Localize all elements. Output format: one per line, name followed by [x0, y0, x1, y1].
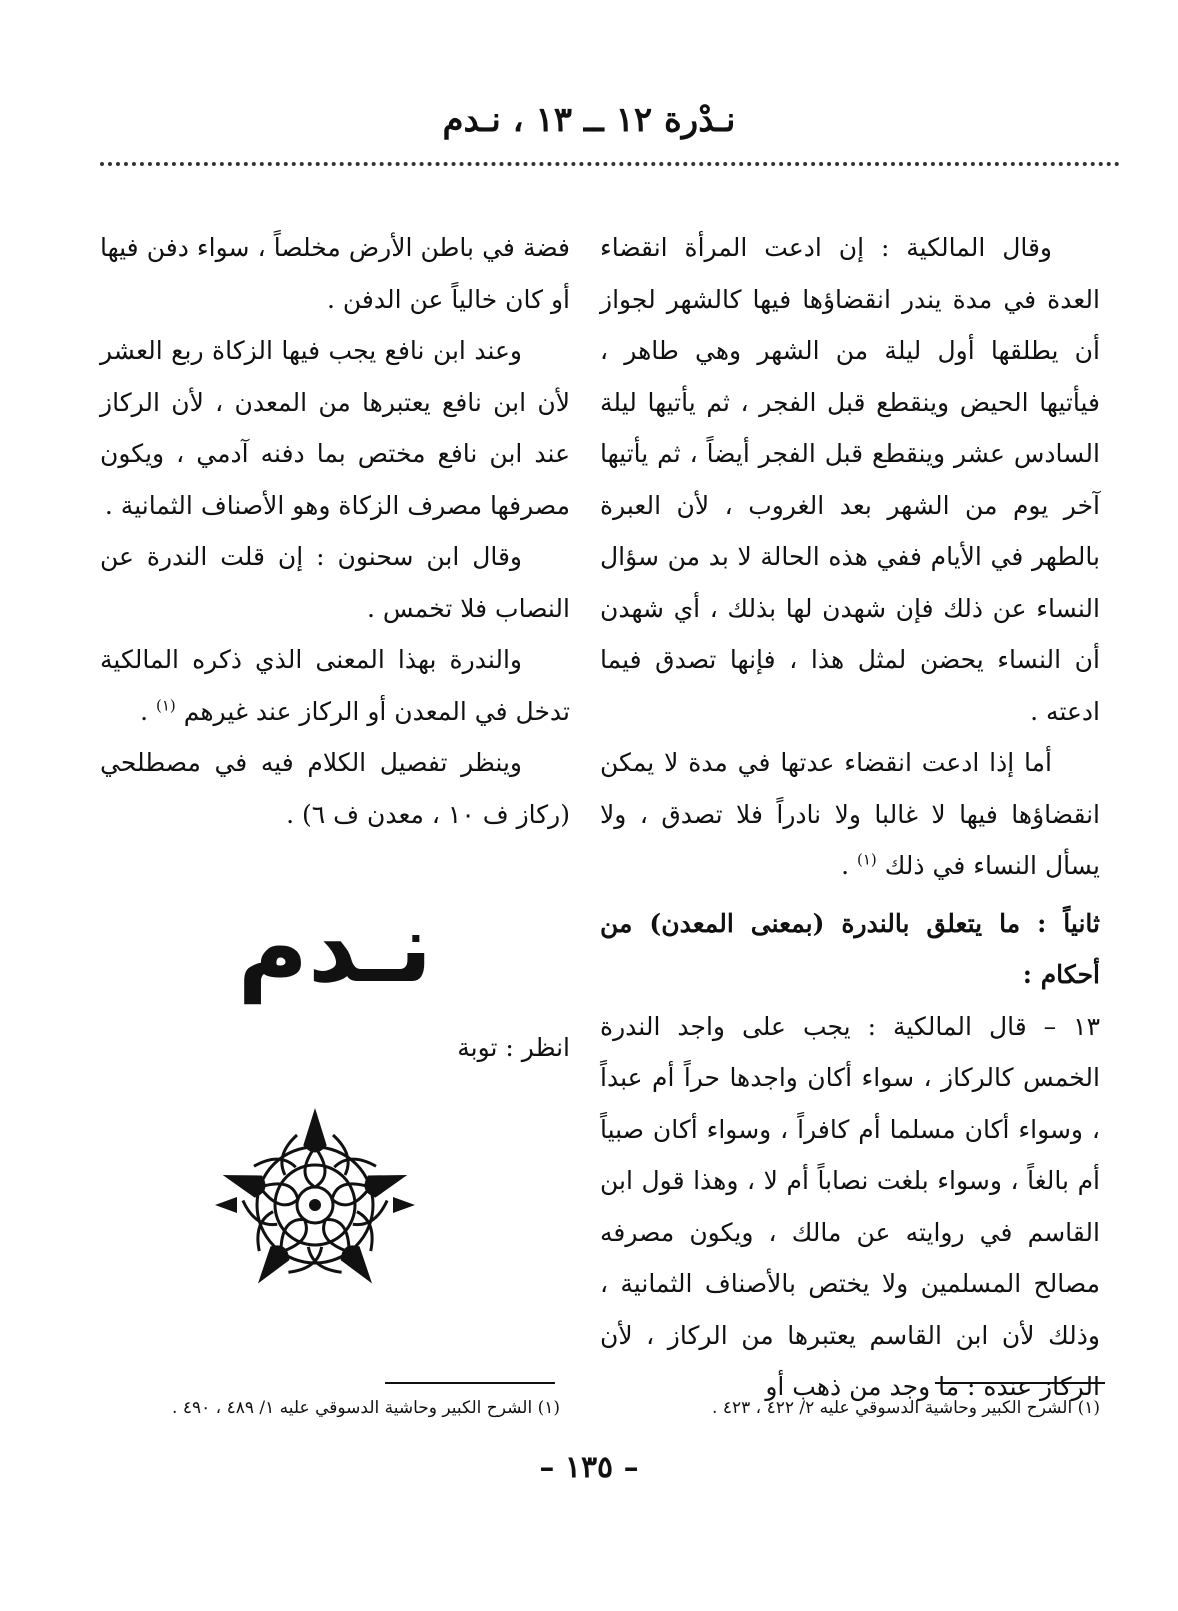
paragraph: وعند ابن نافع يجب فيها الزكاة ربع العشر لأن ابن نافع يعتبرها من المعدن ، لأن الركاز عند ابن نافع مختص بما دفنه آدمي ، ويكون مصرفها مصرف الزكاة وهو الأصناف الثمانية . [100, 336, 570, 520]
paragraph [100, 634, 570, 737]
paragraph: وينظر تفصيل الكلام فيه في مصطلحي (ركاز ف ١٠ ، معدن ف ٦) . [100, 748, 570, 829]
page-number: – ١٣٥ – [539, 1450, 639, 1485]
see-also-reference: انظر : توبة [457, 1033, 570, 1062]
paragraph [600, 737, 1100, 892]
paragraph-text: والندرة بهذا المعنى الذي ذكره المالكية تدخل في المعدن أو الركاز عند غيرهم [100, 645, 570, 726]
footnote-ref: (١) [155, 696, 176, 715]
paragraph-text: أما إذا ادعت انقضاء عدتها في مدة لا يمكن انقضاؤها فيها لا غالبا ولا نادراً فلا تصدق ، ولا يسأل النساء في ذلك [600, 748, 1100, 880]
footnote-rule [935, 1382, 1105, 1384]
footnote: (١) الشرح الكبير وحاشية الدسوقي عليه ١/ ٤٨٩ ، ٤٩٠ . [172, 1398, 560, 1418]
paragraph: وقال ابن سحنون : إن قلت الندرة عن النصاب فلا تخمس . [100, 542, 570, 623]
paragraph: فضة في باطن الأرض مخلصاً ، سواء دفن فيها أو كان خالياً عن الدفن . [100, 233, 570, 314]
running-header: نـدْرة ١٢ ــ ١٣ ، نـدم [442, 100, 736, 140]
paragraph: ١٣ – قال المالكية : يجب على واجد الندرة الخمس كالركاز ، سواء أكان واجدها حراً أم عبداً ، وسواء أكان مسلما أم كافراً ، وسواء أكان صبياً أم بالغاً ، وسواء بلغت نصاباً أم لا ، وهذا قول ابن القاسم في روايته عن مالك ، ويكون مصرفه مصالح المسلمين ولا يختص بالأصناف الثمانية ، وذلك لأن ابن القاسم يعتبرها من الركاز ، لأن الركاز عنده : ما وجد من ذهب أو [600, 1011, 1100, 1401]
section-heading: ثانياً : ما يتعلق بالندرة (بمعنى المعدن) من أحكام : [600, 908, 1100, 989]
footnote: (١) الشرح الكبير وحاشية الدسوقي عليه ٢/ ٤٢٢ ، ٤٢٣ . [712, 1398, 1100, 1418]
entry-title: نـدم [237, 892, 433, 1004]
footnote-rule [385, 1382, 555, 1384]
header-dotted-divider [100, 162, 1120, 166]
left-column [100, 222, 570, 840]
floral-ornament-icon [215, 1105, 415, 1305]
paragraph-end: . [140, 696, 156, 726]
paragraph-end: . [841, 851, 857, 880]
right-column [600, 222, 1100, 1413]
footnote-ref: (١) [856, 850, 877, 869]
paragraph: وقال المالكية : إن ادعت المرأة انقضاء العدة في مدة يندر انقضاؤها فيها كالشهر لجواز أن يطلقها أول ليلة من الشهر وهي طاهر ، فيأتيها الحيض وينقطع قبل الفجر ، ثم يأتيها ليلة السادس عشر وينقطع قبل الفجر أيضاً ، ثم يأتيها آخر يوم من الشهر بعد الغروب ، لأن العبرة بالطهر في الأيام ففي هذه الحالة لا بد من سؤال النساء عن ذلك فإن شهدن لها بذلك ، أي شهدن أن النساء يحضن لمثل هذا ، فإنها تصدق فيما ادعته . [600, 233, 1100, 726]
